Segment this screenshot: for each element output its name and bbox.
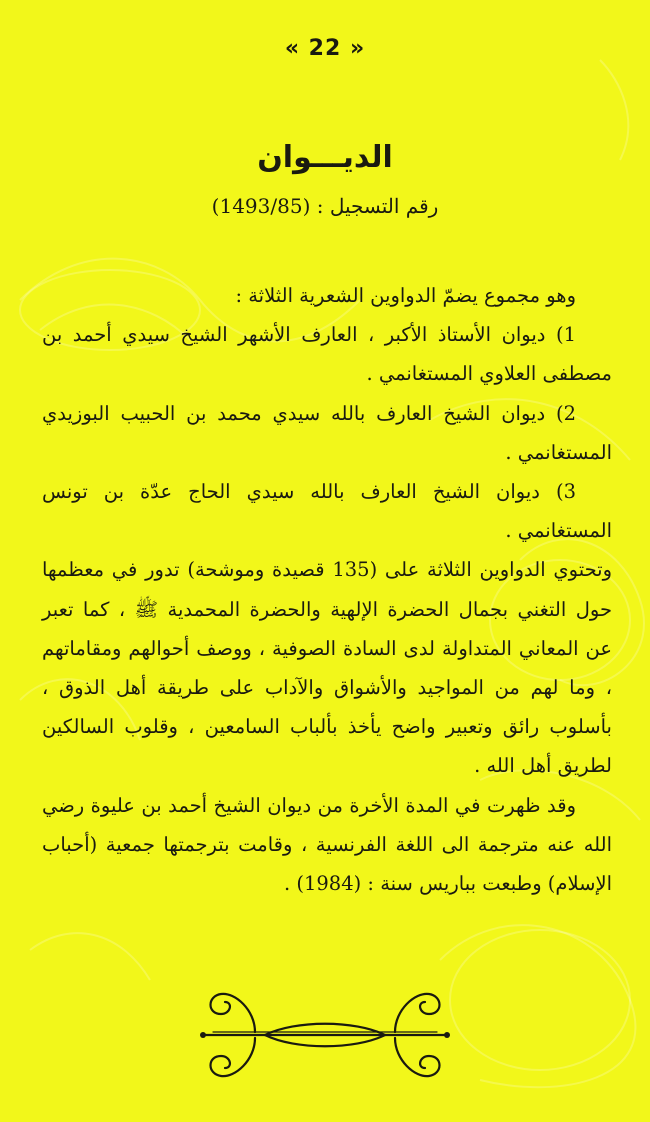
paragraph-item-2: 2) ديوان الشيخ العارف بالله سيدي محمد بن الحبيب البوزيدي المستغانمي . [42,401,612,464]
paragraph-translation: وقد ظهرت في المدة الأخرة من ديوان الشيخ أحمد بن عليوة رضي الله عنه مترجمة الى اللغة الفرنسية ، وقامت بترجمتها جمعية (أحباب الإسلام) وطبعت بباريس سنة : (1984) . [42,793,612,896]
body-text [42,276,612,903]
paragraph-description: وتحتوي الدواوين الثلاثة على (135 قصيدة وموشحة) تدور في معظمها حول التغني بجمال الحضرة الإلهية والحضرة المحمدية ﷺ ، كما تعبر عن المعاني المتداولة لدى السادة الصوفية ، ووصف أحوالهم ومقاماتهم ، وما لهم من المواجيد والأشواق والآداب على طريقة أهل الذوق ، بأسلوب رائق وتعبير واضح يأخذ بألباب السامعين ، وقلوب السالكين لطريق أهل الله . [42,558,613,778]
paragraph-item-3: 3) ديوان الشيخ العارف بالله سيدي الحاج عدّة بن تونس المستغانمي . [42,480,612,543]
page-title: الديـــوان [257,140,393,175]
registration-number: رقم التسجيل : (1493/85) [211,194,439,218]
paragraph-intro: وهو مجموع يضمّ الدواوين الشعرية الثلاثة : [235,284,576,307]
decorative-flourish-icon [195,980,455,1090]
page-number: « 22 » [284,36,366,61]
paragraph-item-1: 1) ديوان الأستاذ الأكبر ، العارف الأشهر الشيخ سيدي أحمد بن مصطفى العلاوي المستغانمي . [42,323,612,386]
